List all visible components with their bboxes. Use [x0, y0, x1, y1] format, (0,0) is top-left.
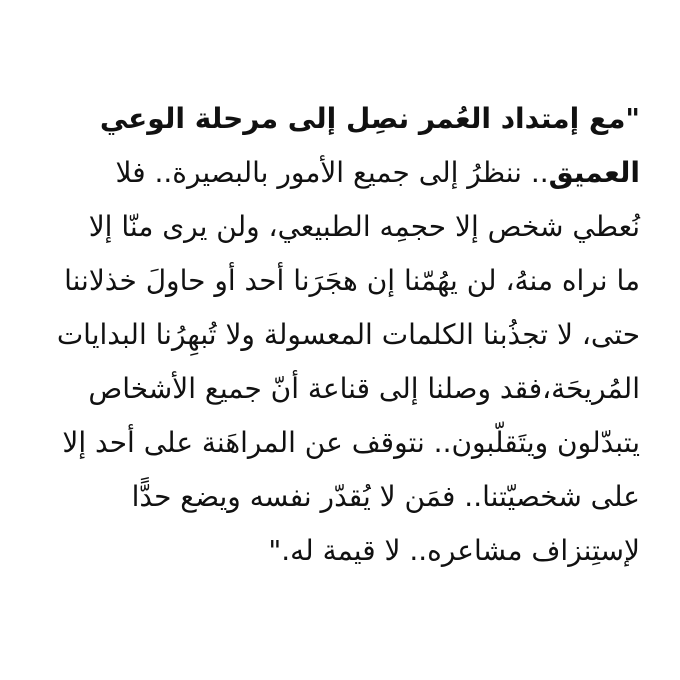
quote-text [40, 92, 640, 578]
quote-line-1-bold: "مع إمتداد العُمر نصِل إلى مرحلة الوعي [99, 102, 640, 135]
quote-line-4-text: ما نراه منهُ، لن يهُمّنا إن هجَرَنا أحد أو حاولَ خذلاننا [64, 264, 640, 297]
quote-line-2 [40, 146, 640, 200]
quote-line-7 [40, 416, 640, 470]
quote-line-8-text: على شخصيّتنا.. فمَن لا يُقدّر نفسه ويضع حدًّا [131, 480, 640, 513]
quote-line-2-bold: العميق [548, 156, 640, 189]
quote-line-9-text: لإستِنزاف مشاعره.. لا قيمة له." [268, 534, 640, 567]
quote-line-5 [40, 308, 640, 362]
quote-line-3 [40, 200, 640, 254]
quote-line-2-text: .. ننظرُ إلى جميع الأمور بالبصيرة.. فلا [115, 156, 549, 189]
quote-line-9 [40, 524, 640, 578]
quote-line-5-text: حتى، لا تجذُبنا الكلمات المعسولة ولا تُبهِرُنا البدايات [56, 318, 640, 351]
quote-line-1 [40, 92, 640, 146]
quote-line-4 [40, 254, 640, 308]
quote-line-6-text: المُريحَة،فقد وصلنا إلى قناعة أنّ جميع الأشخاص [88, 372, 640, 405]
quote-line-8 [40, 470, 640, 524]
quote-line-7-text: يتبدّلون ويتَقلّبون.. نتوقف عن المراهَنة على أحد إلا [62, 426, 640, 459]
quote-line-6 [40, 362, 640, 416]
quote-line-3-text: نُعطي شخص إلا حجمِه الطبيعي، ولن يرى منّا إلا [88, 210, 640, 243]
